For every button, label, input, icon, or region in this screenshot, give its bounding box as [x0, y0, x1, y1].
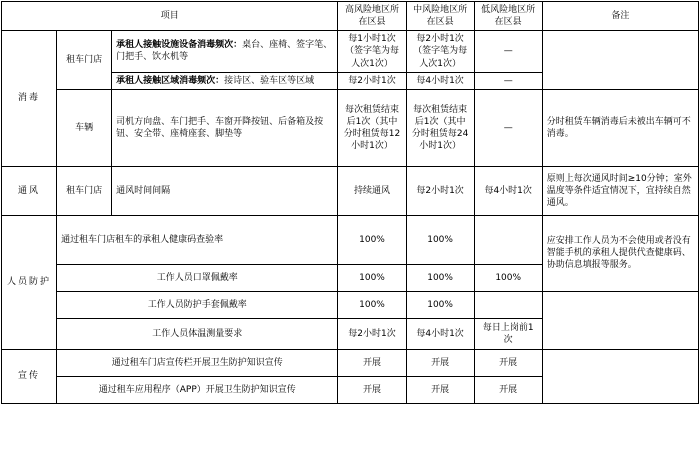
value-low: 每日上岗前1次: [474, 318, 542, 349]
item-label-rest: 通过租车门店宣传栏开展卫生防护知识宣传: [111, 357, 283, 368]
table-row: [2, 89, 699, 166]
value-low: —: [474, 89, 542, 166]
value-mid: 开展: [406, 349, 474, 376]
value-mid: 每2小时1次（签字笔为每人次1次）: [406, 31, 474, 72]
header-high-risk: 高风险地区所在区县: [338, 2, 406, 31]
table-row: [2, 215, 699, 264]
header-remark: 备注: [542, 2, 698, 31]
value-mid: 每2小时1次: [406, 166, 474, 215]
value-mid: 100%: [406, 264, 474, 291]
table-row: [2, 349, 699, 376]
item-label-rest: 工作人员口罩佩戴率: [156, 272, 238, 283]
value-mid: 100%: [406, 291, 474, 318]
item-cell: [112, 166, 338, 215]
value-high: 持续通风: [338, 166, 406, 215]
remark-cell: 原则上每次通风时间≥10分钟；室外温度等条件适宜情况下，宜持续自然通风。: [542, 166, 698, 215]
item-cell: [57, 318, 338, 349]
item-cell: [112, 89, 338, 166]
value-low: 每4小时1次: [474, 166, 542, 215]
item-label-bold: 承租人接触设施设备消毒频次：: [116, 40, 243, 51]
remark-cell: [542, 31, 698, 90]
item-label-rest: 通过租车门店租车的承租人健康码查验率: [61, 234, 224, 245]
item-cell: [57, 215, 338, 264]
item-cell: [112, 72, 338, 89]
subgroup-vehicle: 车辆: [57, 89, 112, 166]
header-low-risk: 低风险地区所在区县: [474, 2, 542, 31]
item-cell: [112, 31, 338, 72]
item-cell: [57, 349, 338, 376]
value-high: 每次租赁结束后1次（其中分时租赁每12小时1次）: [338, 89, 406, 166]
document-sheet: [0, 1, 700, 452]
value-low: [474, 215, 542, 264]
table-row: [2, 166, 699, 215]
value-low: 开展: [474, 376, 542, 403]
remark-cell: [542, 349, 698, 403]
subgroup-store: 租车门店: [57, 166, 112, 215]
remark-cell: 分时租赁车辆消毒后未被出车辆可不消毒。: [542, 89, 698, 166]
value-high: 每2小时1次: [338, 318, 406, 349]
category-publicity: 宣传: [2, 349, 57, 403]
value-low: —: [474, 31, 542, 72]
item-label-rest: 工作人员体温测量要求: [152, 328, 243, 339]
value-high: 开展: [338, 376, 406, 403]
value-mid: 每4小时1次: [406, 72, 474, 89]
value-low: 开展: [474, 349, 542, 376]
category-disinfection: 消毒: [2, 31, 57, 167]
value-mid: 每次租赁结束后1次（其中分时租赁每24小时1次）: [406, 89, 474, 166]
table-row: [2, 291, 699, 318]
value-low: —: [474, 72, 542, 89]
item-label-rest: 工作人员防护手套佩戴率: [147, 299, 247, 310]
item-label-rest: 通过租车应用程序（APP）开展卫生防护知识宣传: [98, 384, 296, 395]
subgroup-store: 租车门店: [57, 31, 112, 90]
item-cell: [57, 291, 338, 318]
value-high: 每1小时1次（签字笔为每人次1次）: [338, 31, 406, 72]
header-mid-risk: 中风险地区所在区县: [406, 2, 474, 31]
value-high: 开展: [338, 349, 406, 376]
item-label-rest: 司机方向盘、车门把手、车窗开降按钮、后备箱及按钮、安全带、座椅座套、脚垫等: [116, 116, 324, 139]
item-label-rest: 桌台、座椅、签字笔、门把手、饮水机等: [116, 40, 333, 63]
value-high: 100%: [338, 291, 406, 318]
prevention-measures-table: [1, 1, 699, 404]
item-label-bold: 承租人接触区域消毒频次：: [116, 75, 225, 86]
value-high: 每2小时1次: [338, 72, 406, 89]
item-label-rest: 通风时间间隔: [116, 185, 171, 196]
item-cell: [57, 264, 338, 291]
header-item: 项目: [2, 2, 338, 31]
value-high: 100%: [338, 215, 406, 264]
category-personnel-protection: 人员防护: [2, 215, 57, 349]
item-cell: [57, 376, 338, 403]
value-mid: 开展: [406, 376, 474, 403]
value-low: [474, 291, 542, 318]
table-header-row: [2, 2, 699, 31]
remark-cell: [542, 291, 698, 349]
value-low: 100%: [474, 264, 542, 291]
table-row: [2, 31, 699, 72]
item-label-rest: 接诗区、验车区等区域: [224, 75, 315, 86]
value-mid: 每4小时1次: [406, 318, 474, 349]
value-high: 100%: [338, 264, 406, 291]
value-mid: 100%: [406, 215, 474, 264]
category-ventilation: 通风: [2, 166, 57, 215]
remark-cell: 应安排工作人员为不会使用或者没有智能手机的承租人提供代查健康码、协助信息填报等服务。: [542, 215, 698, 291]
